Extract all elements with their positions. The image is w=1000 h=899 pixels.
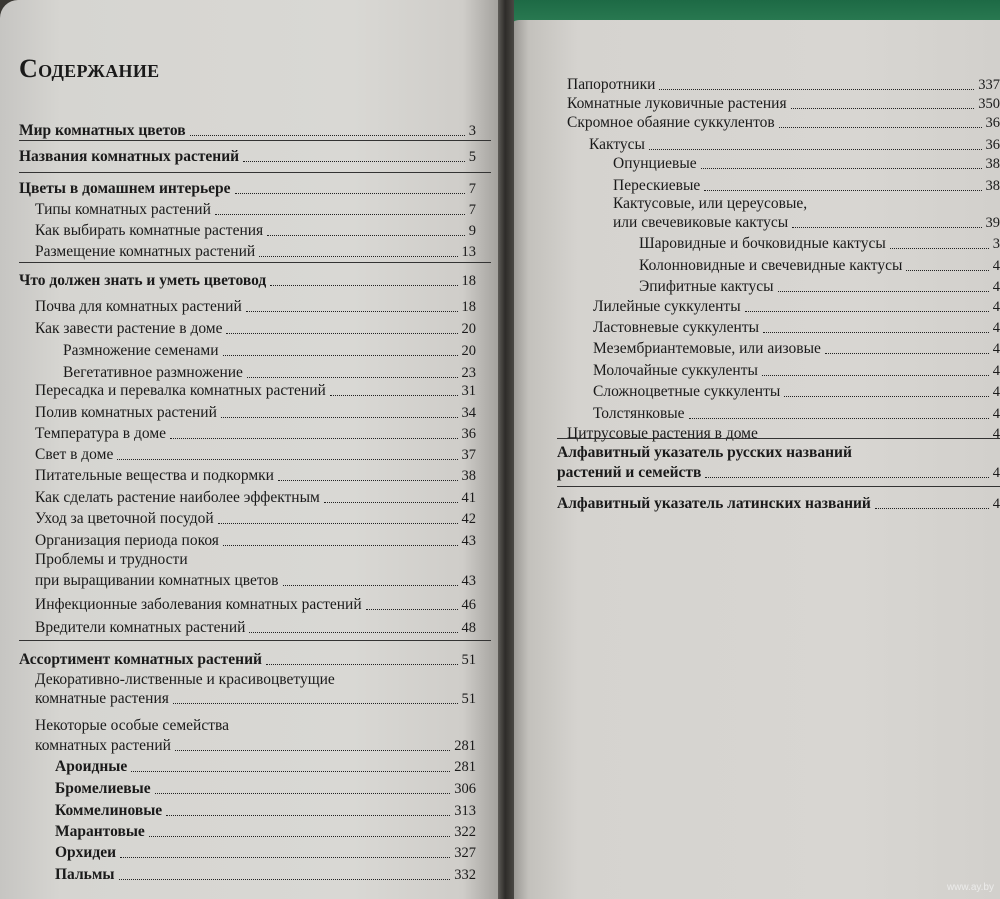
toc-entry-title: Цитрусовые растения в доме (567, 425, 758, 442)
toc-page-number: 4 (992, 363, 1000, 379)
toc-page-number: 18 (461, 299, 476, 315)
toc-leader-dots (243, 161, 465, 162)
toc-entry[interactable] (35, 201, 476, 219)
toc-entry-title: Размещение комнатных растений (35, 243, 256, 260)
toc-entry[interactable] (35, 467, 476, 485)
toc-page-number: 37 (461, 447, 476, 463)
toc-entry-title: Свет в доме (35, 446, 114, 463)
toc-entry[interactable] (35, 222, 476, 240)
toc-leader-dots (659, 89, 974, 90)
toc-entry[interactable] (35, 572, 476, 590)
toc-entry[interactable] (567, 76, 1000, 94)
toc-page-number: 7 (468, 181, 476, 197)
toc-page-number: 38 (461, 468, 476, 484)
toc-leader-dots (792, 227, 981, 228)
section-divider (19, 140, 491, 141)
watermark: www.ay.by (946, 882, 994, 893)
toc-entry-title: Организация периода покоя (35, 532, 219, 549)
toc-entry-title: Размножение семенами (63, 342, 219, 359)
toc-page-number: 46 (461, 597, 476, 613)
section-divider (557, 438, 1000, 439)
toc-page-number: 20 (461, 321, 476, 337)
toc-leader-dots (247, 377, 458, 378)
toc-leader-dots (366, 609, 458, 610)
toc-entry-title: Почва для комнатных растений (35, 298, 242, 315)
toc-entry[interactable] (63, 342, 476, 360)
toc-entry[interactable] (35, 596, 476, 614)
section-divider (19, 172, 491, 173)
toc-entry-title: Эпифитные кактусы (639, 278, 774, 295)
toc-page-number: 281 (454, 738, 476, 754)
toc-entry-title: Типы комнатных растений (35, 201, 211, 218)
toc-entry[interactable] (35, 737, 476, 755)
toc-entry-title: Цветы в домашнем интерьере (19, 180, 231, 197)
toc-entry[interactable] (55, 802, 476, 820)
toc-entry-title: Орхидеи (55, 844, 117, 861)
toc-page-number: 48 (461, 620, 476, 636)
toc-page-number: 18 (461, 273, 476, 289)
toc-page-number: 4 (992, 406, 1000, 422)
toc-page-number: 350 (978, 96, 1000, 112)
toc-entry[interactable] (63, 364, 476, 382)
toc-entry-title: Пересадка и перевалка комнатных растений (35, 382, 326, 399)
toc-entry-title: Ластовневые суккуленты (593, 319, 760, 336)
toc-entry-label: Алфавитный указатель русских названий (557, 444, 852, 461)
toc-entry[interactable] (35, 690, 476, 708)
toc-page-number: 51 (461, 652, 476, 668)
toc-page-number: 34 (461, 405, 476, 421)
toc-page-number: 4 (992, 426, 1000, 442)
toc-page-number: 281 (454, 759, 476, 775)
toc-entry[interactable] (19, 148, 476, 166)
toc-entry-title: Лилейные суккуленты (593, 298, 741, 315)
toc-entry[interactable] (35, 382, 476, 400)
toc-page-number: 36 (985, 115, 1000, 131)
toc-entry-title: комнатных растений (35, 737, 171, 754)
toc-leader-dots (215, 214, 465, 215)
toc-leader-dots (778, 291, 989, 292)
toc-leader-dots (259, 256, 457, 257)
toc-leader-dots (649, 149, 982, 150)
toc-page-number: 3 (992, 236, 1000, 252)
toc-entry-title: Как завести растение в доме (35, 320, 223, 337)
toc-entry[interactable] (55, 823, 476, 841)
toc-entry-title: Мезембриантемовые, или аизовые (593, 340, 821, 357)
toc-entry-title: Пальмы (55, 866, 115, 883)
toc-entry-title: Комнатные луковичные растения (567, 95, 787, 112)
section-divider (557, 486, 1000, 487)
toc-leader-dots (705, 477, 988, 478)
toc-entry[interactable] (593, 405, 1000, 423)
toc-entry[interactable] (589, 136, 1000, 154)
book-gutter (498, 0, 514, 899)
toc-page-number: 4 (992, 258, 1000, 274)
toc-page-number: 337 (978, 77, 1000, 93)
toc-entry-title: Инфекционные заболевания комнатных растений (35, 596, 362, 613)
toc-page-number: 5 (468, 149, 476, 165)
toc-leader-dots (120, 857, 450, 858)
toc-leader-dots (791, 108, 975, 109)
toc-page-number: 327 (454, 845, 476, 861)
toc-page-number: 23 (461, 365, 476, 381)
toc-page-number: 4 (992, 465, 1000, 481)
toc-entry-title: Перескиевые (613, 177, 701, 194)
toc-page-number: 4 (992, 299, 1000, 315)
toc-entry[interactable] (19, 122, 476, 140)
toc-entry-title: комнатные растения (35, 690, 169, 707)
toc-entry[interactable] (35, 298, 476, 316)
toc-page-number: 4 (992, 496, 1000, 512)
toc-entry[interactable] (55, 758, 476, 776)
toc-entry[interactable] (613, 177, 1000, 195)
toc-page-number: 20 (461, 343, 476, 359)
toc-entry-title: Уход за цветочной посудой (35, 510, 214, 527)
toc-page-number: 4 (992, 341, 1000, 357)
toc-entry[interactable] (567, 425, 1000, 443)
toc-entry[interactable] (55, 780, 476, 798)
toc-page-number: 31 (461, 383, 476, 399)
toc-page-number: 7 (468, 202, 476, 218)
toc-page-number: 4 (992, 320, 1000, 336)
toc-entry-title: Названия комнатных растений (19, 148, 240, 165)
toc-entry-title: Алфавитный указатель латинских названий (557, 495, 871, 512)
toc-entry[interactable] (639, 235, 1000, 253)
toc-leader-dots (704, 190, 981, 191)
toc-entry-title: Вредители комнатных растений (35, 619, 246, 636)
toc-page-number: 42 (461, 511, 476, 527)
section-divider (19, 262, 491, 263)
toc-entry-title: Как сделать растение наиболее эффектным (35, 489, 320, 506)
toc-page-number: 36 (985, 137, 1000, 153)
toc-entry-title: Полив комнатных растений (35, 404, 217, 421)
toc-leader-dots (701, 168, 982, 169)
toc-leader-dots (117, 459, 457, 460)
toc-leader-dots (170, 438, 457, 439)
toc-entry-label: Декоративно-лиственные и красивоцветущие (35, 671, 335, 688)
toc-entry[interactable] (55, 844, 476, 862)
toc-entry-title: Как выбирать комнатные растения (35, 222, 264, 239)
toc-leader-dots (223, 545, 458, 546)
toc-entry[interactable] (35, 404, 476, 422)
toc-leader-dots (266, 664, 458, 665)
toc-entry[interactable] (639, 278, 1000, 296)
toc-entry-title: Питательные вещества и подкормки (35, 467, 274, 484)
toc-leader-dots (270, 285, 457, 286)
toc-leader-dots (283, 585, 458, 586)
toc-entry[interactable] (19, 651, 476, 669)
toc-entry[interactable] (35, 510, 476, 528)
toc-page-number: 38 (985, 178, 1000, 194)
toc-entry-title: растений и семейств (557, 464, 702, 481)
section-divider (19, 640, 491, 641)
toc-page-number: 4 (992, 384, 1000, 400)
toc-entry-title: Коммелиновые (55, 802, 163, 819)
toc-leader-dots (190, 135, 465, 136)
toc-entry[interactable] (567, 114, 1000, 132)
toc-leader-dots (246, 311, 458, 312)
toc-leader-dots (762, 375, 989, 376)
toc-entry-title: Ароидные (55, 758, 128, 775)
toc-entry-label: Некоторые особые семейства (35, 717, 229, 734)
toc-entry[interactable] (35, 320, 476, 338)
toc-leader-dots (906, 270, 988, 271)
toc-entry-title: Вегетативное размножение (63, 364, 243, 381)
toc-entry[interactable] (19, 180, 476, 198)
toc-entry-title: Температура в доме (35, 425, 167, 442)
toc-leader-dots (278, 480, 458, 481)
toc-page-number: 43 (461, 533, 476, 549)
toc-entry-label: Проблемы и трудности (35, 551, 188, 568)
toc-leader-dots (226, 333, 457, 334)
toc-leader-dots (173, 703, 458, 704)
toc-leader-dots (221, 417, 458, 418)
toc-entry[interactable] (55, 866, 476, 884)
toc-entry[interactable] (35, 425, 476, 443)
toc-leader-dots (875, 508, 989, 509)
toc-page-number: 313 (454, 803, 476, 819)
toc-entry[interactable] (557, 495, 1000, 513)
toc-page-number: 51 (461, 691, 476, 707)
toc-leader-dots (249, 632, 457, 633)
toc-entry-title: или свечевиковые кактусы (613, 214, 789, 231)
toc-entry[interactable] (567, 95, 1000, 113)
toc-entry-title: Толстянковые (593, 405, 685, 422)
toc-leader-dots (689, 418, 989, 419)
toc-entry[interactable] (593, 319, 1000, 337)
toc-leader-dots (779, 127, 982, 128)
toc-page-number: 41 (461, 490, 476, 506)
toc-entry[interactable] (593, 383, 1000, 401)
toc-page-number: 3 (468, 123, 476, 139)
toc-leader-dots (890, 248, 989, 249)
toc-page-number: 332 (454, 867, 476, 883)
toc-page-number: 4 (992, 279, 1000, 295)
toc-entry[interactable] (35, 446, 476, 464)
toc-leader-dots (131, 771, 450, 772)
toc-entry-title: Ассортимент комнатных растений (19, 651, 262, 668)
toc-entry-title: Мир комнатных цветов (19, 122, 186, 139)
toc-leader-dots (119, 879, 451, 880)
toc-page-number: 13 (461, 244, 476, 260)
toc-leader-dots (218, 523, 458, 524)
toc-page-number: 38 (985, 156, 1000, 172)
toc-entry-title: Папоротники (567, 76, 656, 93)
toc-entry-title: Шаровидные и бочковидные кактусы (639, 235, 886, 252)
toc-page-number: 39 (985, 215, 1000, 231)
toc-leader-dots (745, 311, 989, 312)
toc-entry-title: Скромное обаяние суккулентов (567, 114, 775, 131)
toc-leader-dots (784, 396, 988, 397)
toc-leader-dots (223, 355, 458, 356)
page-title: Содержание (19, 54, 160, 83)
toc-entry-title: Сложноцветные суккуленты (593, 383, 781, 400)
toc-leader-dots (166, 815, 450, 816)
toc-entry[interactable] (593, 362, 1000, 380)
toc-entry[interactable] (35, 619, 476, 637)
toc-entry-title: Опунциевые (613, 155, 697, 172)
toc-leader-dots (155, 793, 451, 794)
toc-page-number: 322 (454, 824, 476, 840)
right-page (509, 20, 1000, 899)
toc-entry-title: при выращивании комнатных цветов (35, 572, 279, 589)
toc-leader-dots (763, 332, 989, 333)
toc-entry-label: Кактусовые, или цереусовые, (613, 195, 808, 212)
toc-entry[interactable] (613, 214, 1000, 232)
toc-entry[interactable] (557, 464, 1000, 482)
toc-page-number: 9 (468, 223, 476, 239)
toc-entry[interactable] (19, 272, 476, 290)
toc-entry[interactable] (593, 340, 1000, 358)
toc-leader-dots (149, 836, 450, 837)
toc-leader-dots (267, 235, 465, 236)
toc-entry-title: Марантовые (55, 823, 145, 840)
toc-entry-title: Колонновидные и свечевидные кактусы (639, 257, 903, 274)
toc-entry[interactable] (613, 155, 1000, 173)
toc-entry-title: Молочайные суккуленты (593, 362, 758, 379)
toc-entry-title: Бромелиевые (55, 780, 151, 797)
toc-entry-title: Кактусы (589, 136, 645, 153)
toc-leader-dots (235, 193, 465, 194)
toc-page-number: 306 (454, 781, 476, 797)
toc-entry[interactable] (35, 489, 476, 507)
toc-entry[interactable] (593, 298, 1000, 316)
toc-leader-dots (330, 395, 458, 396)
toc-leader-dots (175, 750, 450, 751)
toc-entry[interactable] (35, 532, 476, 550)
toc-entry[interactable] (639, 257, 1000, 275)
toc-page-number: 43 (461, 573, 476, 589)
toc-entry-title: Что должен знать и уметь цветовод (19, 272, 267, 289)
toc-entry[interactable] (35, 243, 476, 261)
toc-leader-dots (825, 353, 989, 354)
toc-leader-dots (324, 502, 458, 503)
toc-page-number: 36 (461, 426, 476, 442)
